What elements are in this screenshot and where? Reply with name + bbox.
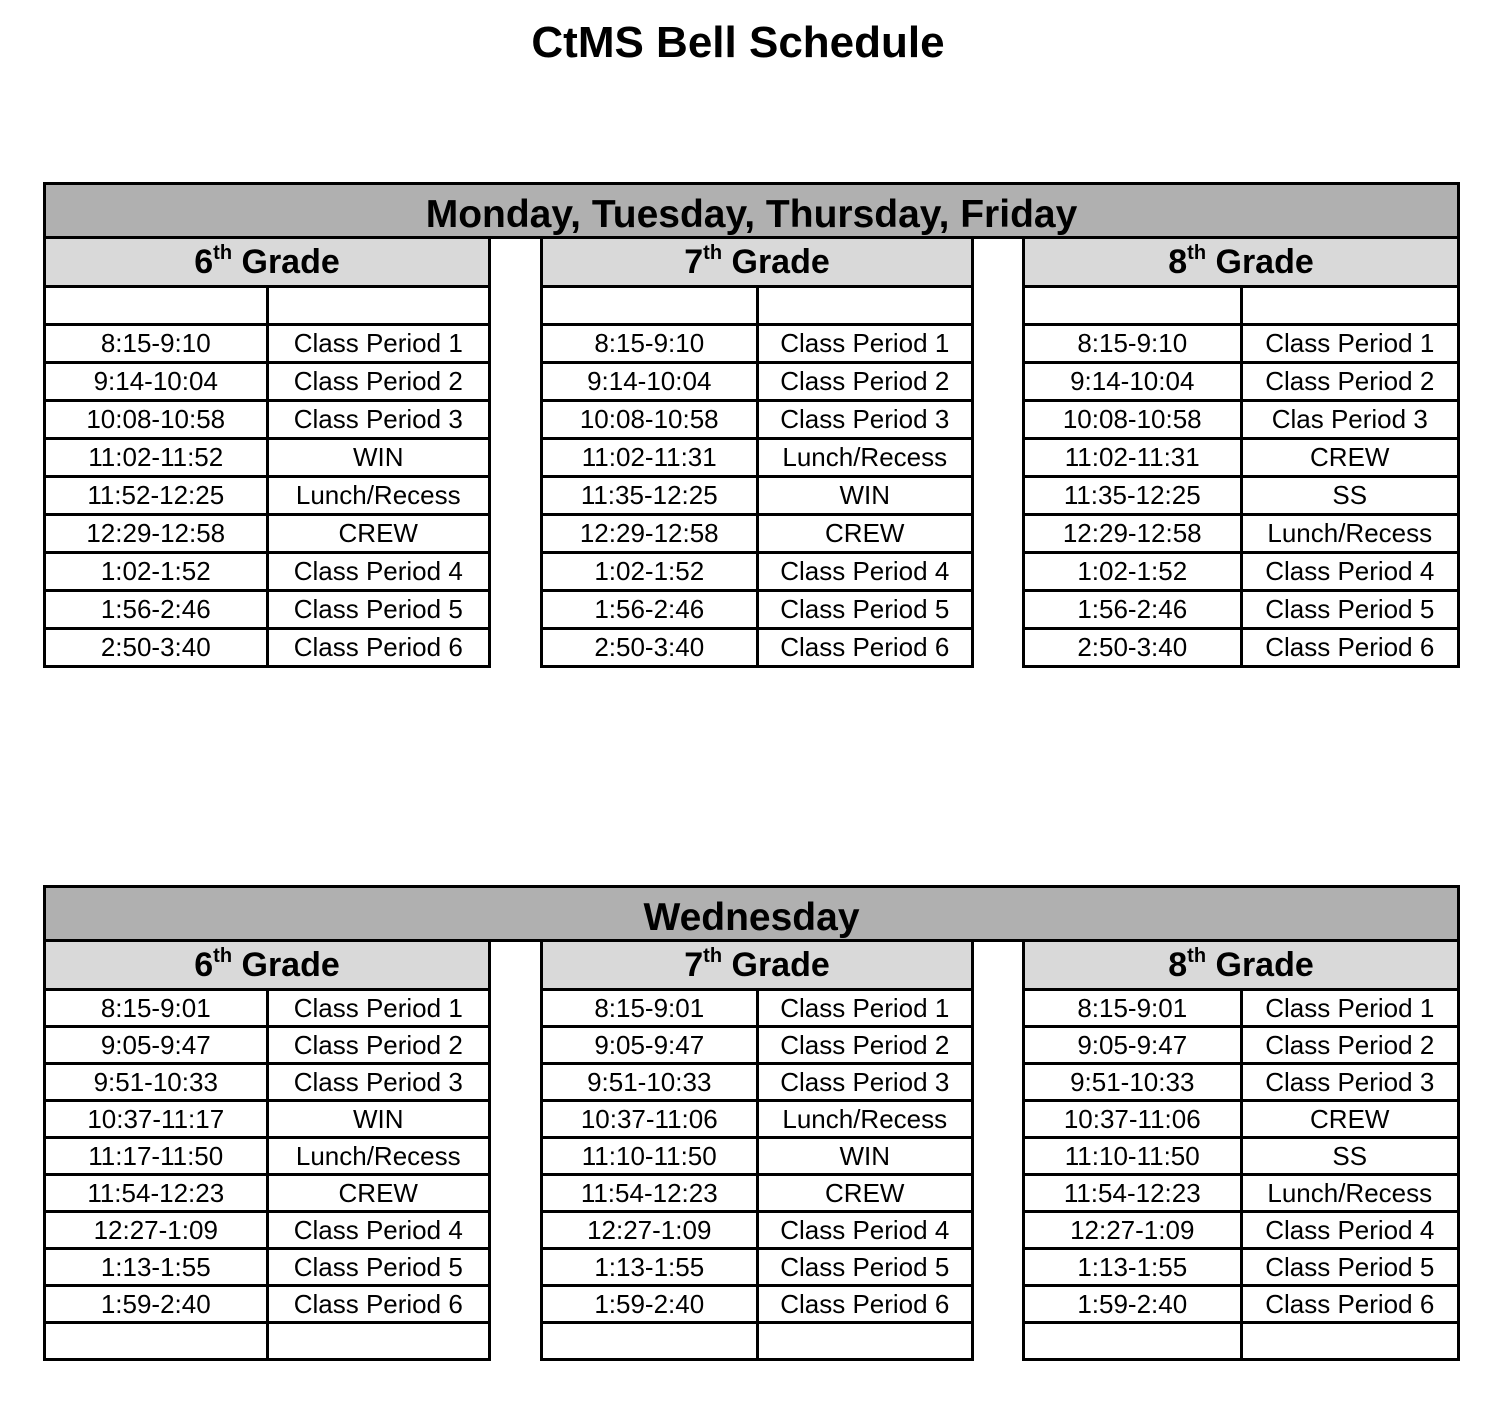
time-cell: 9:05-9:47 — [542, 1027, 758, 1064]
activity-cell: CREW — [757, 515, 973, 553]
table-row — [542, 591, 973, 629]
activity-cell: Class Period 1 — [1241, 325, 1459, 363]
activity-cell: Class Period 5 — [1241, 1249, 1459, 1286]
table-row — [1024, 1027, 1459, 1064]
table-row — [45, 439, 490, 477]
time-cell: 1:13-1:55 — [542, 1249, 758, 1286]
activity-cell — [267, 287, 490, 325]
table-row — [1024, 1175, 1459, 1212]
activity-cell: Class Period 3 — [267, 1064, 490, 1101]
time-cell: 1:56-2:46 — [45, 591, 268, 629]
activity-cell: Lunch/Recess — [757, 439, 973, 477]
activity-cell: Lunch/Recess — [1241, 1175, 1459, 1212]
grade-label: Grade — [1215, 945, 1314, 984]
activity-cell: Class Period 3 — [757, 1064, 973, 1101]
grade-number: 8 — [1168, 945, 1188, 984]
grade-number: 6 — [194, 945, 214, 984]
table-row — [542, 990, 973, 1027]
activity-cell: SS — [1241, 477, 1459, 515]
table-row — [1024, 591, 1459, 629]
table-row — [542, 1027, 973, 1064]
time-cell: 1:13-1:55 — [1024, 1249, 1242, 1286]
activity-cell: Class Period 2 — [267, 363, 490, 401]
grade-8-table — [1022, 942, 1460, 1361]
table-row — [542, 401, 973, 439]
grade-suffix: th — [213, 241, 233, 264]
time-cell: 11:02-11:31 — [1024, 439, 1242, 477]
time-cell: 1:02-1:52 — [542, 553, 758, 591]
table-row — [542, 363, 973, 401]
table-row — [542, 629, 973, 667]
grade-header — [1024, 942, 1459, 990]
time-cell: 12:27-1:09 — [1024, 1212, 1242, 1249]
grade-label: Grade — [241, 242, 340, 281]
time-cell: 11:35-12:25 — [542, 477, 758, 515]
day-header: Monday, Tuesday, Thursday, Friday — [43, 182, 1460, 239]
time-cell: 1:02-1:52 — [1024, 553, 1242, 591]
grade-number: 6 — [194, 242, 214, 281]
time-cell: 11:02-11:52 — [45, 439, 268, 477]
activity-cell — [757, 287, 973, 325]
activity-cell: WIN — [267, 1101, 490, 1138]
table-row — [45, 1323, 490, 1360]
time-cell: 9:14-10:04 — [1024, 363, 1242, 401]
table-row — [45, 515, 490, 553]
activity-cell: CREW — [267, 515, 490, 553]
activity-cell: Class Period 3 — [1241, 1064, 1459, 1101]
grade-header — [1024, 239, 1459, 287]
table-row — [542, 325, 973, 363]
table-row — [1024, 363, 1459, 401]
page-title: CtMS Bell Schedule — [531, 18, 945, 67]
time-cell: 9:14-10:04 — [542, 363, 758, 401]
activity-cell: Class Period 2 — [267, 1027, 490, 1064]
time-cell — [45, 1323, 268, 1360]
activity-cell: Class Period 2 — [757, 1027, 973, 1064]
time-cell: 8:15-9:01 — [45, 990, 268, 1027]
time-cell: 12:29-12:58 — [1024, 515, 1242, 553]
activity-cell: Class Period 5 — [757, 1249, 973, 1286]
time-cell: 11:10-11:50 — [542, 1138, 758, 1175]
time-cell: 8:15-9:10 — [1024, 325, 1242, 363]
time-cell: 1:59-2:40 — [542, 1286, 758, 1323]
table-row — [1024, 401, 1459, 439]
activity-cell — [1241, 1323, 1459, 1360]
time-cell: 11:54-12:23 — [542, 1175, 758, 1212]
time-cell: 11:52-12:25 — [45, 477, 268, 515]
activity-cell: Class Period 1 — [267, 990, 490, 1027]
table-row — [1024, 1323, 1459, 1360]
activity-cell: Class Period 1 — [757, 990, 973, 1027]
table-row — [45, 1138, 490, 1175]
activity-cell: Lunch/Recess — [757, 1101, 973, 1138]
table-row — [45, 1064, 490, 1101]
table-row — [45, 1101, 490, 1138]
activity-cell: Class Period 3 — [757, 401, 973, 439]
table-row — [1024, 515, 1459, 553]
time-cell: 12:29-12:58 — [45, 515, 268, 553]
activity-cell: Class Period 6 — [1241, 1286, 1459, 1323]
table-row — [45, 629, 490, 667]
table-row — [45, 591, 490, 629]
table-row — [542, 515, 973, 553]
table-row — [1024, 629, 1459, 667]
time-cell: 10:37-11:06 — [1024, 1101, 1242, 1138]
time-cell — [1024, 1323, 1242, 1360]
activity-cell: SS — [1241, 1138, 1459, 1175]
grade-header — [542, 942, 973, 990]
grade-suffix: th — [703, 241, 723, 264]
table-row — [1024, 553, 1459, 591]
time-cell: 11:17-11:50 — [45, 1138, 268, 1175]
table-row — [45, 477, 490, 515]
grade-number: 7 — [684, 945, 704, 984]
activity-cell: Class Period 6 — [757, 629, 973, 667]
activity-cell: Class Period 2 — [757, 363, 973, 401]
activity-cell: Class Period 2 — [1241, 1027, 1459, 1064]
table-row — [45, 553, 490, 591]
grade-label: Grade — [731, 945, 830, 984]
table-row — [542, 1323, 973, 1360]
time-cell: 8:15-9:01 — [1024, 990, 1242, 1027]
time-cell: 9:51-10:33 — [45, 1064, 268, 1101]
time-cell: 9:51-10:33 — [1024, 1064, 1242, 1101]
activity-cell: CREW — [1241, 1101, 1459, 1138]
grade-header — [45, 942, 490, 990]
table-row — [542, 439, 973, 477]
time-cell: 11:54-12:23 — [1024, 1175, 1242, 1212]
table-row — [1024, 477, 1459, 515]
grade-7-table — [540, 942, 974, 1361]
table-row — [45, 1027, 490, 1064]
table-row — [1024, 1138, 1459, 1175]
activity-cell: Class Period 4 — [1241, 1212, 1459, 1249]
grade-7-table — [540, 239, 974, 668]
time-cell: 1:02-1:52 — [45, 553, 268, 591]
grade-8-table — [1022, 239, 1460, 668]
activity-cell: Class Period 4 — [757, 553, 973, 591]
activity-cell: Class Period 6 — [1241, 629, 1459, 667]
table-row — [1024, 287, 1459, 325]
table-row — [542, 1101, 973, 1138]
time-cell: 8:15-9:10 — [542, 325, 758, 363]
time-cell — [542, 287, 758, 325]
activity-cell — [267, 1323, 490, 1360]
activity-cell: Class Period 4 — [757, 1212, 973, 1249]
table-row — [45, 990, 490, 1027]
grade-number: 8 — [1168, 242, 1188, 281]
time-cell: 1:56-2:46 — [1024, 591, 1242, 629]
time-cell: 2:50-3:40 — [1024, 629, 1242, 667]
time-cell: 10:08-10:58 — [45, 401, 268, 439]
activity-cell: Class Period 6 — [757, 1286, 973, 1323]
table-row — [1024, 1212, 1459, 1249]
schedule-mon-tue-thu-fri — [43, 182, 1460, 662]
table-row — [542, 287, 973, 325]
time-cell: 10:08-10:58 — [1024, 401, 1242, 439]
time-cell: 10:08-10:58 — [542, 401, 758, 439]
activity-cell — [757, 1323, 973, 1360]
activity-cell: Class Period 6 — [267, 629, 490, 667]
time-cell — [1024, 287, 1242, 325]
table-row — [1024, 1286, 1459, 1323]
activity-cell: Class Period 5 — [267, 1249, 490, 1286]
grade-header — [542, 239, 973, 287]
table-row — [45, 325, 490, 363]
activity-cell: WIN — [267, 439, 490, 477]
grade-label: Grade — [241, 945, 340, 984]
time-cell: 9:14-10:04 — [45, 363, 268, 401]
activity-cell: Class Period 5 — [1241, 591, 1459, 629]
grade-6-table — [43, 942, 491, 1361]
grade-suffix: th — [213, 944, 233, 967]
table-row — [1024, 439, 1459, 477]
activity-cell: Lunch/Recess — [1241, 515, 1459, 553]
grade-header — [45, 239, 490, 287]
activity-cell: Class Period 1 — [757, 325, 973, 363]
table-row — [45, 1249, 490, 1286]
table-row — [45, 1212, 490, 1249]
activity-cell: WIN — [757, 477, 973, 515]
grade-label: Grade — [731, 242, 830, 281]
table-row — [45, 1175, 490, 1212]
time-cell: 12:29-12:58 — [542, 515, 758, 553]
time-cell: 10:37-11:17 — [45, 1101, 268, 1138]
activity-cell: Class Period 4 — [267, 1212, 490, 1249]
time-cell — [45, 287, 268, 325]
time-cell: 1:56-2:46 — [542, 591, 758, 629]
time-cell: 2:50-3:40 — [542, 629, 758, 667]
activity-cell: Class Period 2 — [1241, 363, 1459, 401]
time-cell: 8:15-9:01 — [542, 990, 758, 1027]
activity-cell: CREW — [1241, 439, 1459, 477]
grade-suffix: th — [1187, 944, 1207, 967]
activity-cell: Class Period 4 — [1241, 553, 1459, 591]
time-cell: 10:37-11:06 — [542, 1101, 758, 1138]
grade-number: 7 — [684, 242, 704, 281]
activity-cell: CREW — [267, 1175, 490, 1212]
time-cell: 2:50-3:40 — [45, 629, 268, 667]
activity-cell: Class Period 4 — [267, 553, 490, 591]
time-cell — [542, 1323, 758, 1360]
table-row — [542, 477, 973, 515]
table-row — [45, 363, 490, 401]
table-row — [1024, 990, 1459, 1027]
grade-suffix: th — [703, 944, 723, 967]
activity-cell: CREW — [757, 1175, 973, 1212]
table-row — [1024, 1064, 1459, 1101]
time-cell: 9:05-9:47 — [1024, 1027, 1242, 1064]
time-cell: 12:27-1:09 — [542, 1212, 758, 1249]
table-row — [45, 401, 490, 439]
table-row — [542, 1064, 973, 1101]
grade-label: Grade — [1215, 242, 1314, 281]
day-header: Wednesday — [43, 885, 1460, 942]
table-row — [542, 1249, 973, 1286]
table-row — [542, 553, 973, 591]
activity-cell: WIN — [757, 1138, 973, 1175]
activity-cell: Class Period 1 — [267, 325, 490, 363]
activity-cell: Class Period 1 — [1241, 990, 1459, 1027]
time-cell: 8:15-9:10 — [45, 325, 268, 363]
table-row — [1024, 1249, 1459, 1286]
activity-cell — [1241, 287, 1459, 325]
activity-cell: Lunch/Recess — [267, 1138, 490, 1175]
activity-cell: Class Period 3 — [267, 401, 490, 439]
time-cell: 12:27-1:09 — [45, 1212, 268, 1249]
grade-6-table — [43, 239, 491, 668]
activity-cell: Class Period 5 — [267, 591, 490, 629]
activity-cell: Clas Period 3 — [1241, 401, 1459, 439]
time-cell: 11:35-12:25 — [1024, 477, 1242, 515]
time-cell: 1:59-2:40 — [45, 1286, 268, 1323]
time-cell: 9:51-10:33 — [542, 1064, 758, 1101]
table-row — [542, 1286, 973, 1323]
time-cell: 1:59-2:40 — [1024, 1286, 1242, 1323]
time-cell: 11:10-11:50 — [1024, 1138, 1242, 1175]
schedule-wednesday — [43, 885, 1460, 1319]
activity-cell: Lunch/Recess — [267, 477, 490, 515]
table-row — [542, 1138, 973, 1175]
table-row — [1024, 325, 1459, 363]
time-cell: 11:54-12:23 — [45, 1175, 268, 1212]
activity-cell: Class Period 5 — [757, 591, 973, 629]
time-cell: 9:05-9:47 — [45, 1027, 268, 1064]
table-row — [45, 287, 490, 325]
table-row — [45, 1286, 490, 1323]
time-cell: 1:13-1:55 — [45, 1249, 268, 1286]
table-row — [542, 1175, 973, 1212]
grade-suffix: th — [1187, 241, 1207, 264]
table-row — [1024, 1101, 1459, 1138]
activity-cell: Class Period 6 — [267, 1286, 490, 1323]
table-row — [542, 1212, 973, 1249]
time-cell: 11:02-11:31 — [542, 439, 758, 477]
